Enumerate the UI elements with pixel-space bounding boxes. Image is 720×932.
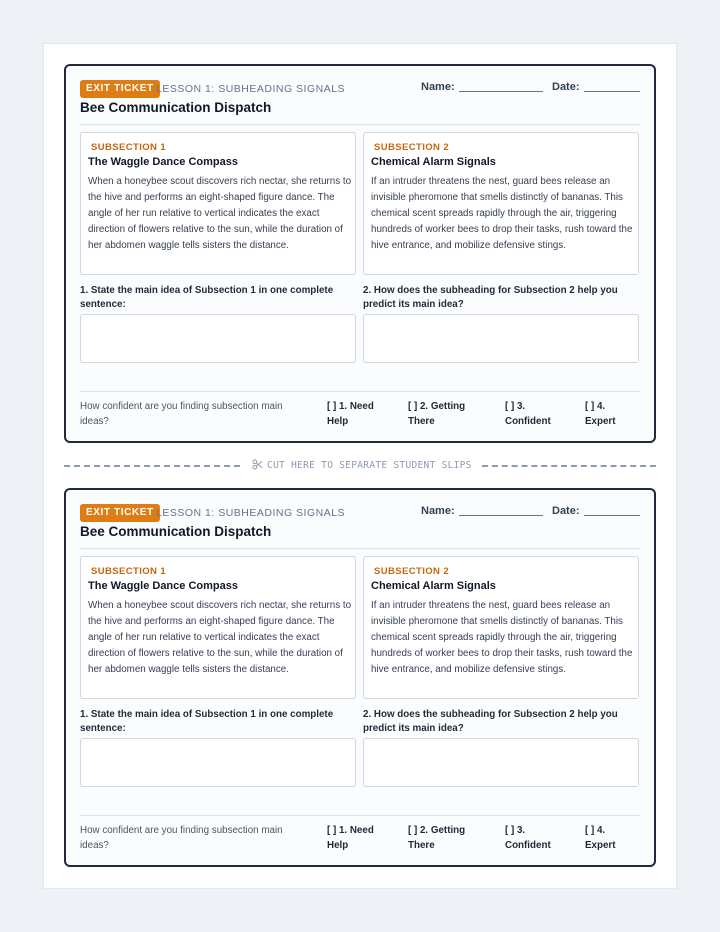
confidence-option-need-help[interactable]: [ ] 1. Need Help — [327, 825, 374, 851]
date-field[interactable] — [584, 91, 640, 92]
name-label: Name: — [421, 505, 455, 517]
name-label: Name: — [421, 81, 455, 93]
date-label: Date: — [552, 81, 580, 93]
subsection-1-card — [80, 132, 356, 275]
subsection-heading: Chemical Alarm Signals — [371, 580, 496, 592]
subsection-label: SUBSECTION 2 — [374, 566, 450, 577]
divider — [80, 124, 640, 125]
answer-1-box[interactable] — [80, 738, 356, 787]
subsection-label: SUBSECTION 1 — [91, 142, 167, 153]
dashed-line — [64, 465, 240, 467]
name-field[interactable] — [459, 515, 543, 516]
answer-1-box[interactable] — [80, 314, 356, 363]
answer-2-box[interactable] — [363, 738, 639, 787]
confidence-option-getting-there[interactable]: [ ] 2. Getting There — [408, 401, 466, 427]
exit-ticket-slip — [64, 488, 656, 867]
subsection-1-card — [80, 556, 356, 699]
confidence-option-confident[interactable]: [ ] 3. Confident — [505, 401, 551, 427]
lesson-label: LESSON 1: SUBHEADING SIGNALS — [156, 83, 346, 95]
ticket-title: Bee Communication Dispatch — [80, 524, 272, 539]
date-field[interactable] — [584, 515, 640, 516]
date-label: Date: — [552, 505, 580, 517]
lesson-label: LESSON 1: SUBHEADING SIGNALS — [156, 507, 346, 519]
question-2: 2. How does the subheading for Subsection 2 help you predict its main idea? — [363, 285, 618, 310]
confidence-question: How confident are you finding subsection main ideas? — [80, 825, 283, 851]
ticket-title: Bee Communication Dispatch — [80, 100, 272, 115]
confidence-option-confident[interactable]: [ ] 3. Confident — [505, 825, 551, 851]
confidence-option-expert[interactable]: [ ] 4. Expert — [585, 825, 616, 851]
subsection-body: When a honeybee scout discovers rich nectar, she returns to the hive and performs an eight-shaped figure dance. The angle of her run relative to vertical indicates the exact direction of flowers relative to the sun, while the duration of her abdomen waggle tells sisters the distance. — [88, 176, 352, 251]
cut-line — [64, 459, 656, 473]
answer-2-box[interactable] — [363, 314, 639, 363]
subsection-label: SUBSECTION 1 — [91, 566, 167, 577]
question-2: 2. How does the subheading for Subsection 2 help you predict its main idea? — [363, 709, 618, 734]
question-1: 1. State the main idea of Subsection 1 in one complete sentence: — [80, 709, 334, 734]
subsection-body: If an intruder threatens the nest, guard bees release an invisible pheromone that smells distinctly of bananas. This chemical scent spreads rapidly through the air, triggering hundreds of worker bees to drop their tasks, rush toward the hive entrance, and mobilize defensive stings. — [371, 600, 633, 675]
cut-text: CUT HERE TO SEPARATE STUDENT SLIPS — [267, 460, 472, 471]
exit-ticket-slip — [64, 64, 656, 443]
confidence-option-getting-there[interactable]: [ ] 2. Getting There — [408, 825, 466, 851]
cut-instruction — [252, 459, 472, 471]
confidence-question: How confident are you finding subsection main ideas? — [80, 401, 283, 427]
confidence-option-need-help[interactable]: [ ] 1. Need Help — [327, 401, 374, 427]
scissors-icon — [252, 459, 263, 470]
confidence-option-expert[interactable]: [ ] 4. Expert — [585, 401, 616, 427]
subsection-label: SUBSECTION 2 — [374, 142, 450, 153]
subsection-body: If an intruder threatens the nest, guard bees release an invisible pheromone that smells distinctly of bananas. This chemical scent spreads rapidly through the air, triggering hundreds of worker bees to drop their tasks, rush toward the hive entrance, and mobilize defensive stings. — [371, 176, 633, 251]
exit-ticket-badge: EXIT TICKET — [80, 504, 160, 522]
name-field[interactable] — [459, 91, 543, 92]
subsection-body: When a honeybee scout discovers rich nectar, she returns to the hive and performs an eight-shaped figure dance. The angle of her run relative to vertical indicates the exact direction of flowers relative to the sun, while the duration of her abdomen waggle tells sisters the distance. — [88, 600, 352, 675]
divider — [80, 815, 640, 816]
subsection-heading: The Waggle Dance Compass — [88, 156, 238, 168]
divider — [80, 548, 640, 549]
question-1: 1. State the main idea of Subsection 1 in one complete sentence: — [80, 285, 334, 310]
subsection-heading: Chemical Alarm Signals — [371, 156, 496, 168]
divider — [80, 391, 640, 392]
subsection-2-card — [363, 556, 639, 699]
subsection-2-card — [363, 132, 639, 275]
subsection-heading: The Waggle Dance Compass — [88, 580, 238, 592]
dashed-line — [482, 465, 656, 467]
exit-ticket-badge: EXIT TICKET — [80, 80, 160, 98]
